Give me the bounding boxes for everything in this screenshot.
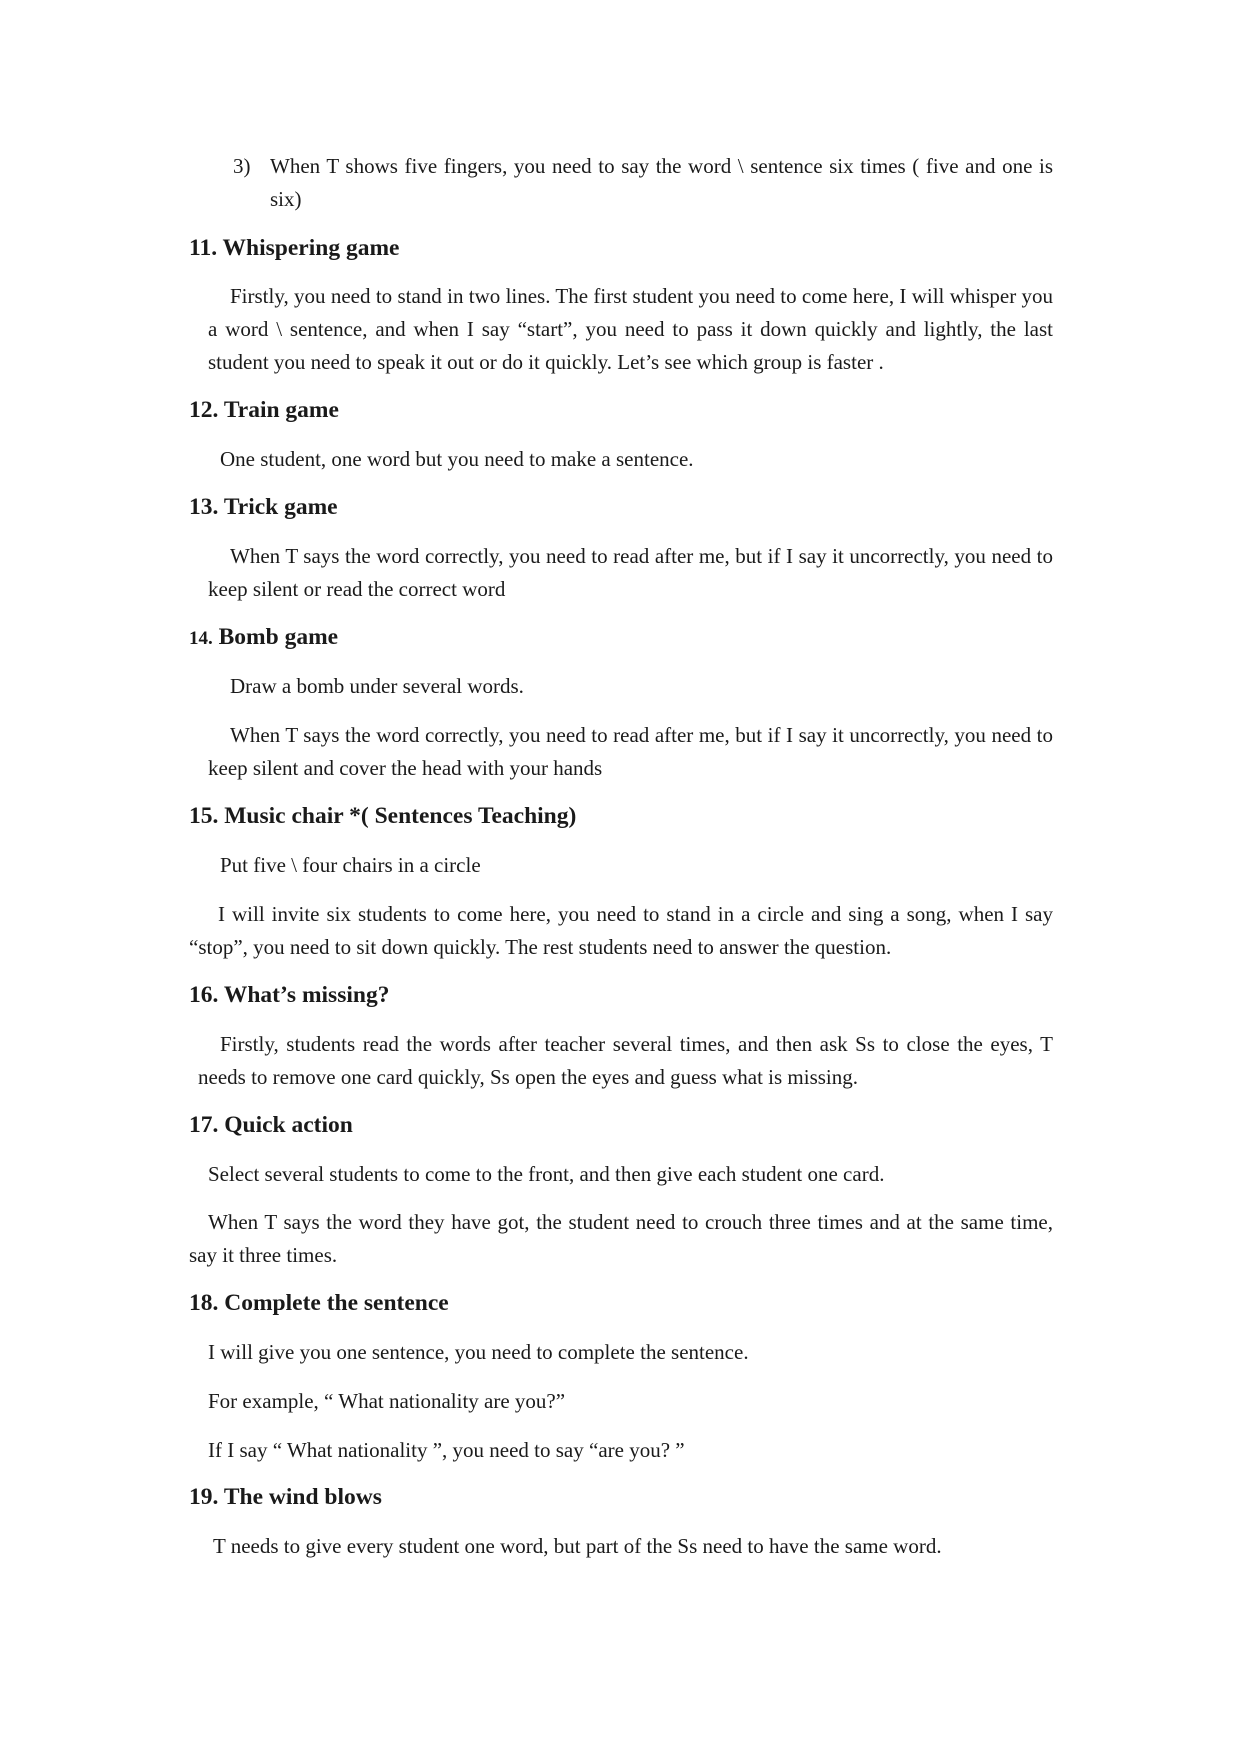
paragraph-quick-action-1: Select several students to come to the front, and then give each student one card. [208,1162,885,1186]
paragraph-trick-game: When T says the word correctly, you need to read after me, but if I say it uncorrectly, you need to keep silent or read the correct word [208,544,1053,601]
paragraph-complete-sentence-3: If I say “ What nationality ”, you need to say “are you? ” [208,1438,685,1462]
section-heading-15: 15. Music chair *( Sentences Teaching) [189,803,577,829]
paragraph-whispering-game: Firstly, you need to stand in two lines. The first student you need to come here, I will whisper you a word \ sentence, and when I say “start”, you need to pass it down quickly and lightly, the last student you need to speak it out or do it quickly. Let’s see which group is faster . [208,284,1053,374]
paragraph-wind-blows: T needs to give every student one word, but part of the Ss need to have the same word. [213,1534,942,1558]
section-heading-12: 12. Train game [189,397,339,423]
paragraph-music-chair-2: I will invite six students to come here, you need to stand in a circle and sing a song, when I say “stop”, you need to sit down quickly. The rest students need to answer the question. [189,902,1053,959]
section-heading-16: 16. What’s missing? [189,982,390,1008]
list-item-number: 3) [233,154,251,178]
paragraph-train-game: One student, one word but you need to make a sentence. [220,447,694,471]
paragraph-whats-missing: Firstly, students read the words after teacher several times, and then ask Ss to close the eyes, T needs to remove one card quickly, Ss open the eyes and guess what is missing. [198,1032,1053,1089]
section-heading-17: 17. Quick action [189,1112,353,1138]
list-item-text: When T shows five fingers, you need to say the word \ sentence six times ( five and one is six) [270,154,1053,211]
list-item-3 [233,150,1053,216]
paragraph-music-chair-1: Put five \ four chairs in a circle [220,853,481,877]
paragraph-complete-sentence-2: For example, “ What nationality are you?” [208,1389,566,1413]
section-heading-13: 13. Trick game [189,494,338,520]
paragraph-bomb-game-1: Draw a bomb under several words. [230,674,524,698]
section-heading-18: 18. Complete the sentence [189,1290,449,1316]
paragraph-quick-action-2: When T says the word they have got, the student need to crouch three times and at the same time, say it three times. [189,1210,1053,1267]
section-heading-11: 11. Whispering game [189,235,400,261]
section-heading-14: 14. Bomb game [189,624,339,650]
section-heading-19: 19. The wind blows [189,1484,382,1510]
paragraph-bomb-game-2: When T says the word correctly, you need to read after me, but if I say it uncorrectly, you need to keep silent and cover the head with your hands [208,723,1053,780]
paragraph-complete-sentence-1: I will give you one sentence, you need to complete the sentence. [208,1340,749,1364]
